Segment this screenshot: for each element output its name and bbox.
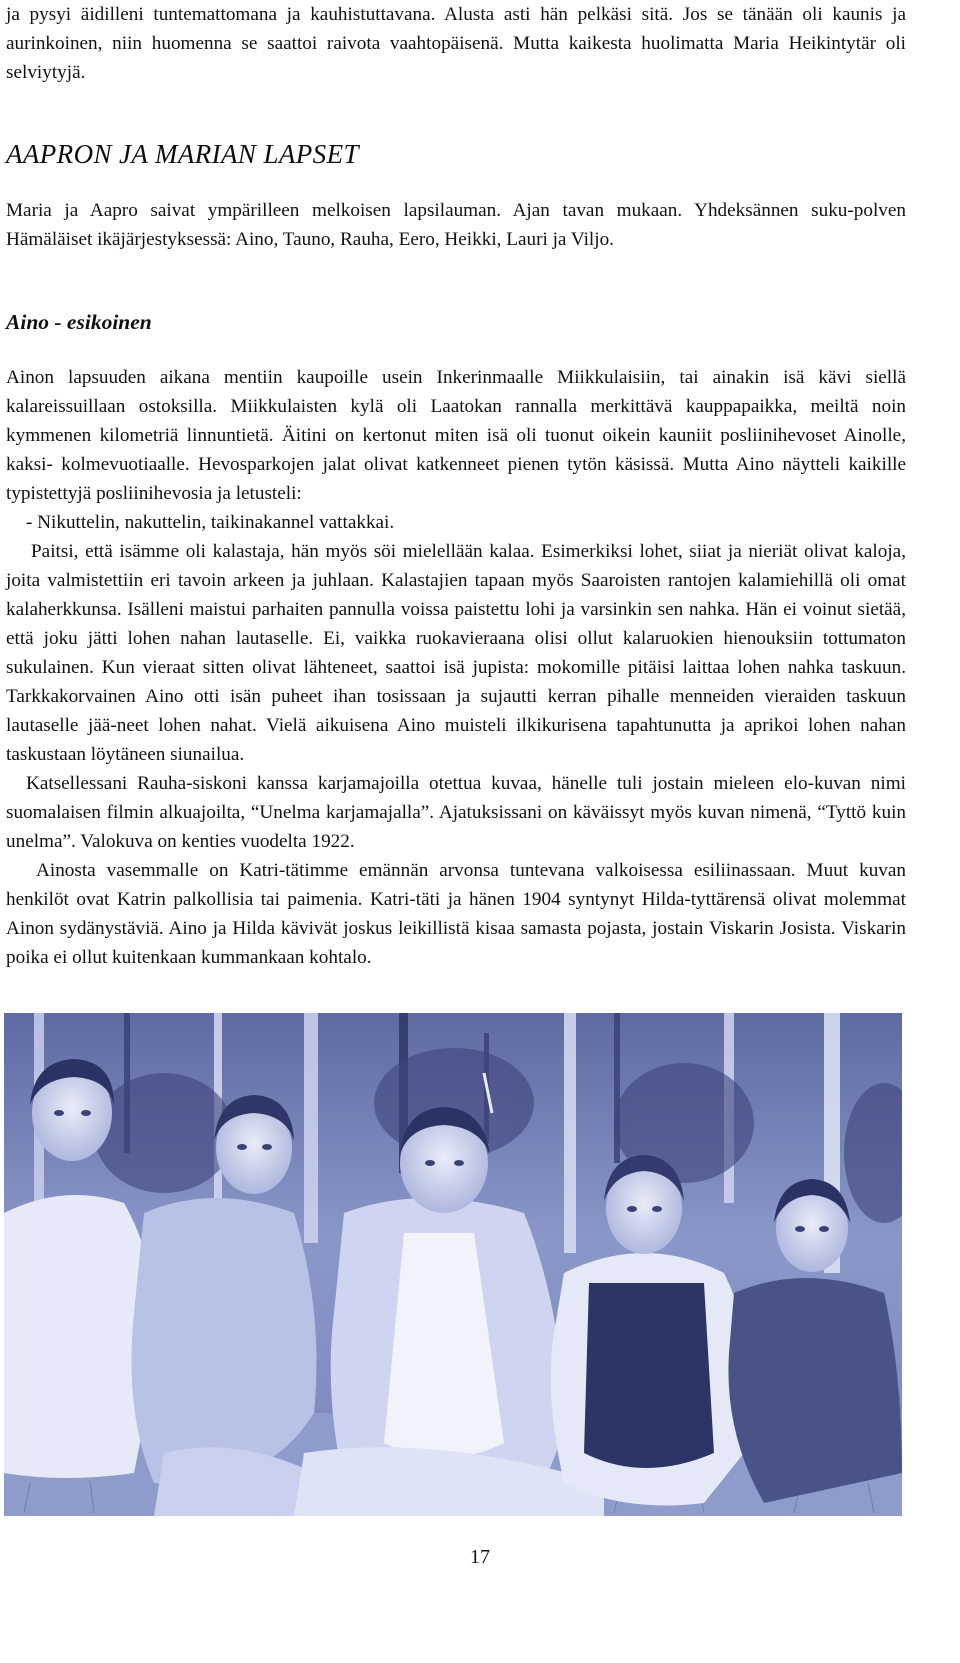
group-photograph xyxy=(4,1013,902,1516)
section-heading: Aino - esikoinen xyxy=(6,310,152,334)
body-paragraph: Ainon lapsuuden aikana mentiin kaupoille usein Inkerinmaalle Miikkulaisiin, tai ainakin isä kävi siellä kalareissuillaan ostoksilla. Miikkulaisten kylä oli Laatokan rannalla merkittävä kauppapaikka, meiltä noin kymmenen kilometriä linnuntietä. Äitini on kertonut miten isä oli tuonut oikein kauniit posliinihevoset Ainolle, kaksi- kolmevuotiaalle. Hevosparkojen jalat olivat katkenneet pienen tytön käsissä. Mutta Aino näytteli kaikille typistettyjä posliinihevosia ja letusteli: xyxy=(6,367,906,504)
section-body xyxy=(6,363,906,972)
children-paragraph: Maria ja Aapro saivat ympärilleen melkoisen lapsilauman. Ajan tavan mukaan. Yhdeksännen suku-polven Hämäläiset ikäjärjestyksessä: Aino, Tauno, Rauha, Eero, Heikki, Lauri ja Viljo. xyxy=(6,200,906,250)
body-paragraph: Paitsi, että isämme oli kalastaja, hän myös söi mielellään kalaa. Esimerkiksi lohet, siiat ja nieriät olivat kaloja, joita valmistettiin eri tavoin arkeen ja juhlaan. Kalastajien tapaan myös Saaroisten rantojen kalamiehillä oli omat kalaherkkunsa. Isälleni maistui parhaiten pannulla voissa paistettu lohi ja varsinkin sen nahka. Hän ei voinut sietää, että joku jätti lohen nahan lautaselle. Ei, vaikka ruokavieraana olisi ollut kalaruokien hienouksiin tottumaton sukulainen. Kun vieraat sitten olivat lähteneet, saattoi isä jupista: mokomille pitäisi laittaa lohen nahka taskuun. Tarkkakorvainen Aino otti isän puheet ihan tosissaan ja sujautti kerran pihalle menneiden vieraiden taskuun lautaselle jää-neet lohen nahat. Vielä aikuisena Aino muisteli ilkikurisena tapahtunutta ja aprikoi lohen nahan taskustaan löytäneen siunailua. xyxy=(6,541,906,765)
intro-paragraph: ja pysyi äidilleni tuntemattomana ja kauhistuttavana. Alusta asti hän pelkäsi sitä. Jos se tänään oli kaunis ja aurinkoinen, niin huomenna se saattoi raivota vaahtopäisenä. Mutta kaikesta huolimatta Maria Heikintytär oli selviytyjä. xyxy=(6,4,906,83)
photo-illustration xyxy=(4,1013,902,1516)
body-paragraph: Ainosta vasemmalle on Katri-tätimme emännän arvonsa tuntevana valkoisessa esiliinassaan. Muut kuvan henkilöt ovat Katrin palkollisia tai paimenia. Katri-täti ja hänen 1904 syntynyt Hilda-tyttärensä olivat molemmat Ainon sydänystäviä. Aino ja Hilda kävivät joskus leikillistä kisaa samasta pojasta, jostain Viskarin Josista. Viskarin poika ei ollut kuitenkaan kummankaan kohtalo. xyxy=(6,860,906,968)
chapter-heading: AAPRON JA MARIAN LAPSET xyxy=(6,139,359,169)
quoted-line: - Nikuttelin, nakuttelin, taikinakannel vattakkai. xyxy=(26,512,395,533)
page-number: 17 xyxy=(470,1546,490,1568)
body-paragraph: Katsellessani Rauha-siskoni kanssa karjamajoilla otettua kuvaa, hänelle tuli jostain mieleen elo-kuvan nimi suomalaisen filmin alkuajoilta, “Unelma karjamajalla”. Ajatuksissani on käväissyt myös kuvan nimenä, “Tyttö kuin unelma”. Valokuva on kenties vuodelta 1922. xyxy=(6,773,906,852)
